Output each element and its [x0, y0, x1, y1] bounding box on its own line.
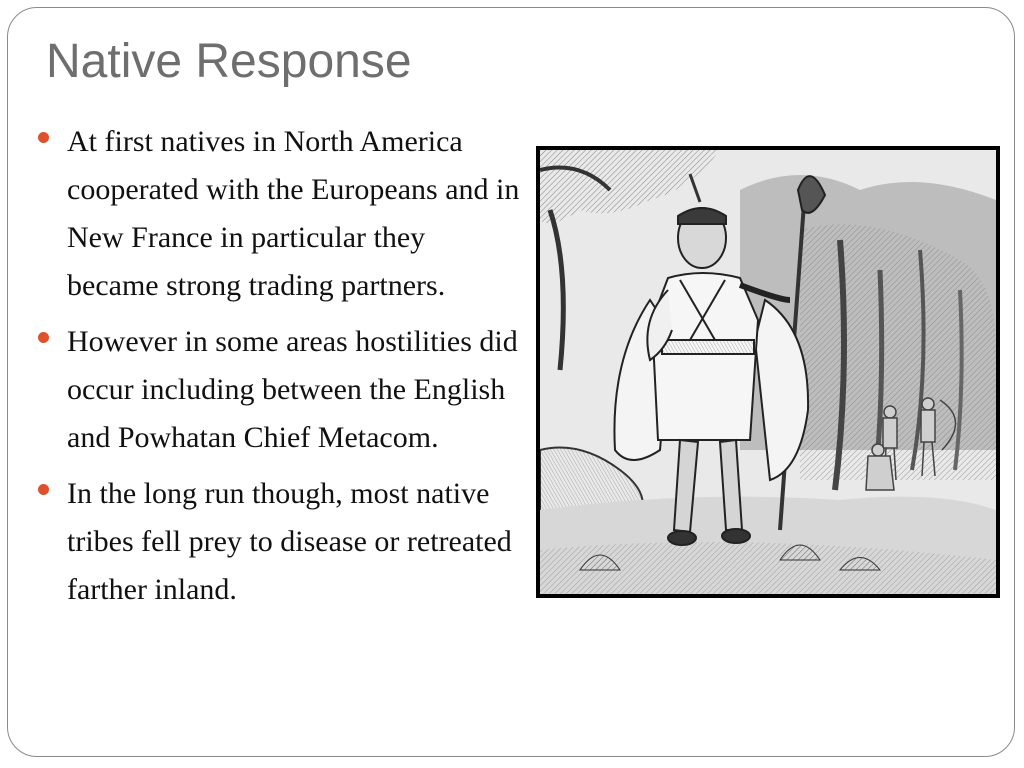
bullet-dot-icon	[38, 332, 49, 343]
bullet-list	[38, 118, 524, 622]
bullet-item	[38, 470, 524, 614]
bullet-text: However in some areas hostilities did occur including between the English and Powhatan Chief Metacom.	[67, 325, 518, 454]
bullet-item	[38, 318, 524, 462]
engraving-image	[540, 150, 996, 594]
bullet-text: In the long run though, most native tribes fell prey to disease or retreated farther inland.	[67, 477, 512, 606]
bullet-dot-icon	[38, 484, 49, 495]
bullet-text: At first natives in North America cooperated with the Europeans and in New France in particular they became strong trading partners.	[67, 125, 520, 302]
slide-title: Native Response	[46, 35, 412, 88]
bullet-item	[38, 118, 524, 310]
native-chief-illustration	[536, 146, 1000, 598]
bullet-dot-icon	[38, 132, 49, 143]
